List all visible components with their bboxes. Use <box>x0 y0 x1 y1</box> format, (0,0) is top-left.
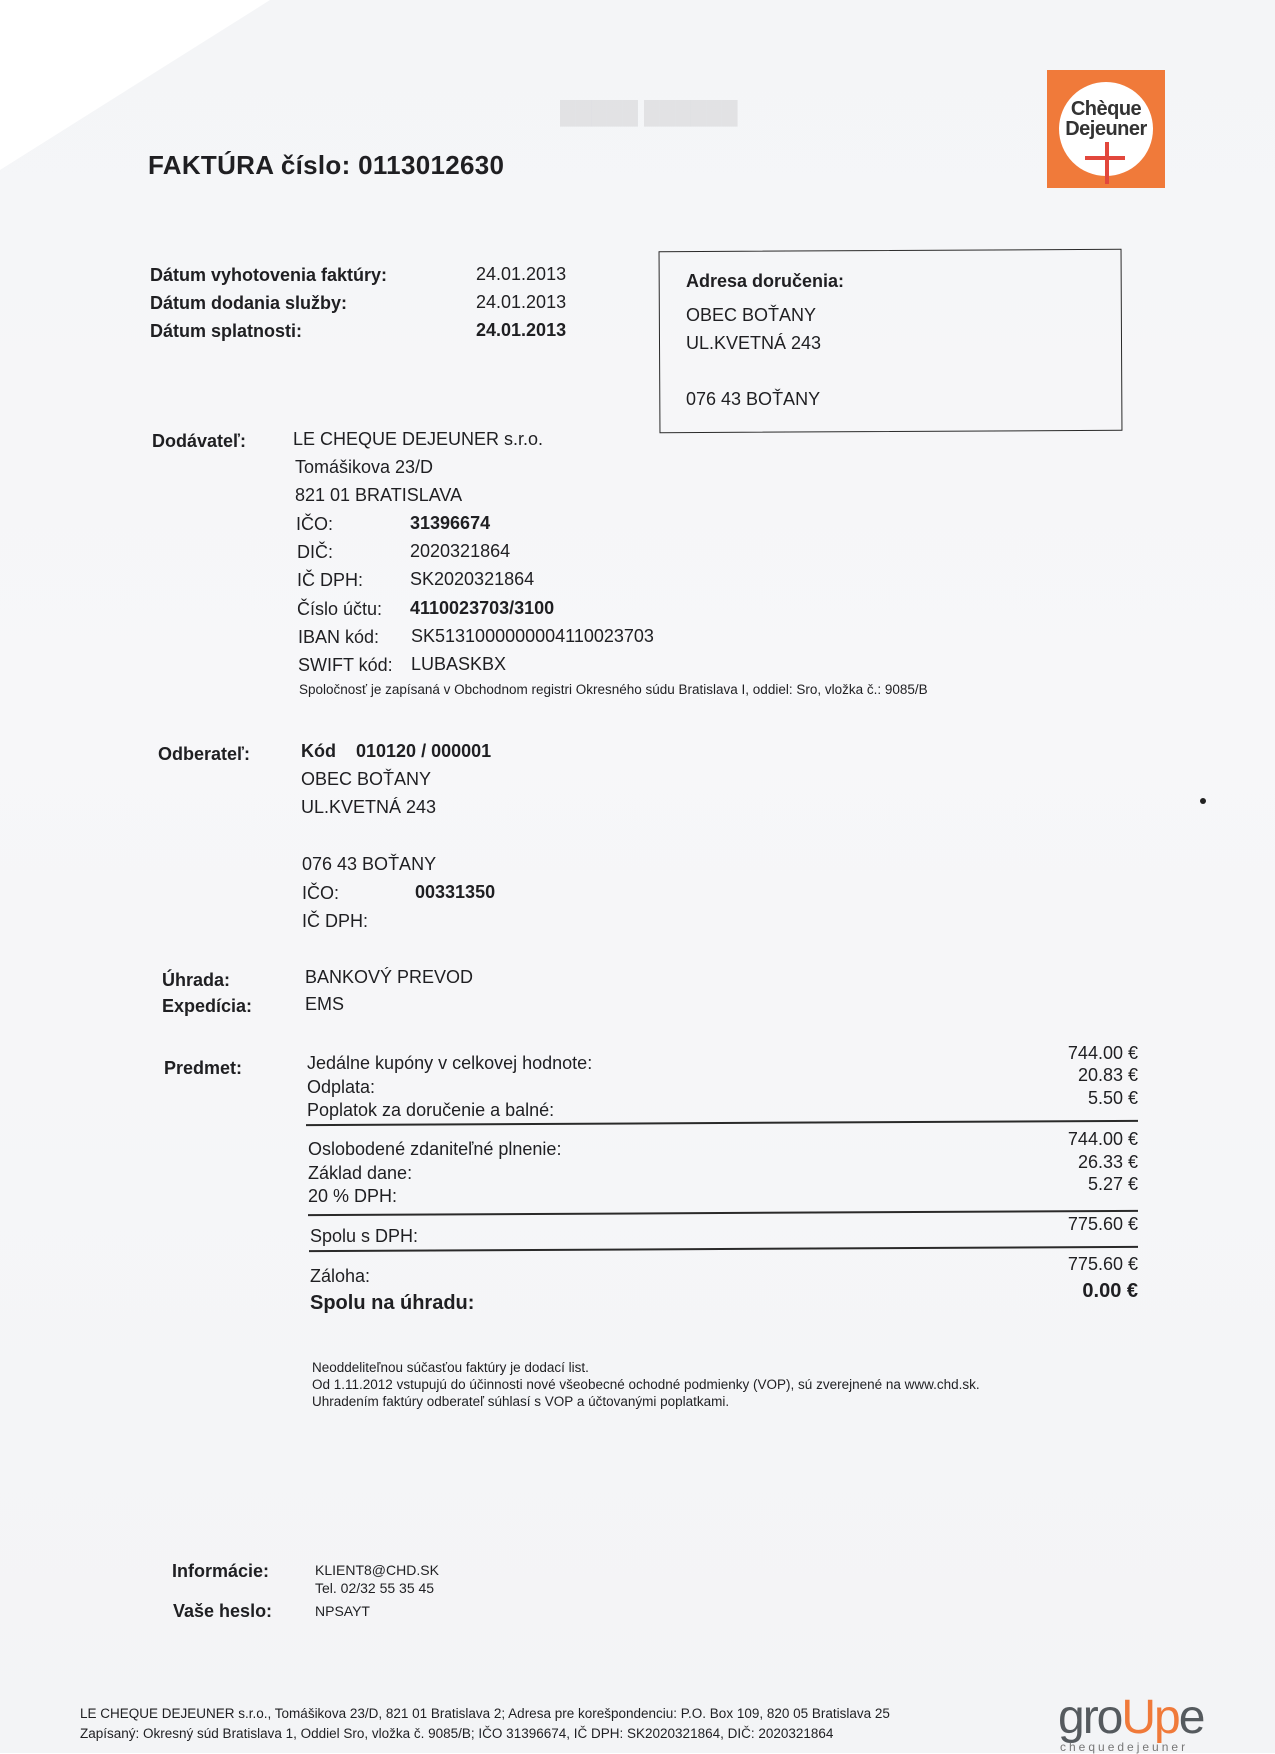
item-text-1: Jedálne kupóny v celkovej hodnote: <box>307 1053 593 1073</box>
info-email: KLIENT8@CHD.SK <box>315 1562 439 1578</box>
payment-method: BANKOVÝ PREVOD <box>305 967 474 987</box>
due-date-value: 24.01.2013 <box>476 320 567 340</box>
show-through-mark: █████ ██████ <box>560 100 738 125</box>
customer-city: 076 43 BOŤANY <box>302 854 437 874</box>
note-line-1: Neoddeliteľnou súčasťou faktúry je dodací list. <box>312 1360 589 1375</box>
supplier-account-label: Číslo účtu: <box>297 599 383 619</box>
customer-label: Odberateľ: <box>158 744 250 764</box>
delivery-address-heading: Adresa doručenia: <box>686 271 845 291</box>
delivery-address-line2: UL.KVETNÁ 243 <box>686 333 822 353</box>
customer-name: OBEC BOŤANY <box>301 769 432 789</box>
supplier-iban-label: IBAN kód: <box>298 627 380 647</box>
total-vat-amount: 775.60 € <box>1067 1214 1138 1234</box>
password-value: NPSAYT <box>315 1603 370 1619</box>
shipping-value: EMS <box>305 994 345 1014</box>
brand-part-a: gro <box>1058 1691 1122 1744</box>
logo-cross-vertical <box>1105 142 1109 184</box>
item-text-5: Základ dane: <box>308 1163 413 1183</box>
item-amount-5: 26.33 € <box>1077 1152 1138 1172</box>
delivery-date-label: Dátum dodania služby: <box>150 293 348 313</box>
supplier-swift: LUBASKBX <box>411 654 507 674</box>
total-vat-label: Spolu s DPH: <box>310 1226 419 1246</box>
groupe-brand-logo <box>1058 1690 1203 1745</box>
footer-line-2: Zapísaný: Okresný súd Bratislava 1, Oddiel Sro, vložka č. 9085/B; IČO 31396674, IČ DPH: SK2020321864, DIČ: 2020321864 <box>80 1726 834 1741</box>
issue-date-value: 24.01.2013 <box>476 264 567 284</box>
groupe-brand-subtitle: chequedejeuner <box>1060 1740 1189 1754</box>
logo-cross-horizontal <box>1085 156 1125 160</box>
stray-ink-dot <box>1200 798 1206 804</box>
supplier-ico-label: IČO: <box>296 514 334 534</box>
supplier-dic: 2020321864 <box>410 541 511 561</box>
customer-ico: 00331350 <box>415 882 496 902</box>
deposit-label: Záloha: <box>310 1266 371 1286</box>
item-amount-4: 744.00 € <box>1067 1129 1138 1149</box>
payment-method-label: Úhrada: <box>162 970 231 990</box>
note-line-2: Od 1.11.2012 vstupujú do účinnosti nové všeobecné ochodné podmienky (VOP), sú zverejnené na www.chd.sk. <box>312 1377 980 1392</box>
invoice-title: FAKTÚRA číslo: 0113012630 <box>148 150 505 180</box>
logo-text-line1: Chèque <box>1070 98 1142 120</box>
password-label: Vaše heslo: <box>173 1601 273 1621</box>
to-pay-label: Spolu na úhradu: <box>310 1292 475 1314</box>
note-line-3: Uhradením faktúry odberateľ súhlasí s VOP a účtovanými poplatkami. <box>312 1394 730 1409</box>
items-label: Predmet: <box>164 1058 243 1078</box>
logo-text-line2: Dejeuner <box>1065 118 1147 140</box>
to-pay-amount: 0.00 € <box>1082 1280 1138 1302</box>
info-label: Informácie: <box>172 1561 270 1581</box>
delivery-date-value: 24.01.2013 <box>476 292 567 312</box>
supplier-registry-note: Spoločnosť je zapísaná v Obchodnom registri Okresného súdu Bratislava I, oddiel: Sro, vložka č.: 9085/B <box>299 682 928 697</box>
brand-part-b: Up <box>1121 1691 1179 1744</box>
folded-corner <box>0 0 270 170</box>
customer-ico-label: IČO: <box>302 883 340 903</box>
footer-line-1: LE CHEQUE DEJEUNER s.r.o., Tomášikova 23/D, 821 01 Bratislava 2; Adresa pre korešpondenciu: P.O. Box 109, 820 05 Bratislava 25 <box>80 1706 890 1721</box>
item-text-6: 20 % DPH: <box>308 1186 398 1206</box>
item-text-2: Odplata: <box>307 1077 376 1097</box>
supplier-label: Dodávateľ: <box>152 431 246 451</box>
supplier-name: LE CHEQUE DEJEUNER s.r.o. <box>293 429 544 449</box>
supplier-dic-label: DIČ: <box>297 542 333 562</box>
customer-code: 010120 / 000001 <box>356 741 492 761</box>
supplier-ico: 31396674 <box>410 513 491 533</box>
customer-code-label: Kód <box>301 741 336 761</box>
supplier-icdph-label: IČ DPH: <box>297 570 364 590</box>
item-text-3: Poplatok za doručenie a balné: <box>307 1100 555 1120</box>
customer-icdph-label: IČ DPH: <box>302 911 369 931</box>
item-amount-1: 744.00 € <box>1067 1043 1138 1063</box>
issue-date-label: Dátum vyhotovenia faktúry: <box>150 265 388 285</box>
customer-street: UL.KVETNÁ 243 <box>301 797 437 817</box>
supplier-iban: SK5131000000004110023703 <box>411 626 654 646</box>
supplier-street: Tomášikova 23/D <box>295 457 434 477</box>
supplier-city: 821 01 BRATISLAVA <box>295 485 463 505</box>
due-date-label: Dátum splatnosti: <box>150 321 303 341</box>
delivery-address-line3: 076 43 BOŤANY <box>686 389 821 409</box>
shipping-label: Expedícia: <box>162 996 253 1016</box>
item-amount-6: 5.27 € <box>1087 1174 1138 1194</box>
brand-part-c: e <box>1178 1691 1204 1744</box>
info-phone: Tel. 02/32 55 35 45 <box>315 1580 435 1596</box>
supplier-account: 4110023703/3100 <box>410 598 555 618</box>
cheque-dejeuner-logo <box>1047 70 1165 188</box>
delivery-address-line1: OBEC BOŤANY <box>686 305 817 325</box>
supplier-swift-label: SWIFT kód: <box>298 655 393 675</box>
item-text-4: Oslobodené zdaniteľné plnenie: <box>308 1139 562 1159</box>
divider-3 <box>309 1246 1138 1252</box>
deposit-amount: 775.60 € <box>1067 1254 1138 1274</box>
supplier-icdph: SK2020321864 <box>410 569 535 589</box>
divider-2 <box>308 1210 1138 1216</box>
item-amount-2: 20.83 € <box>1077 1065 1138 1085</box>
item-amount-3: 5.50 € <box>1087 1088 1138 1108</box>
